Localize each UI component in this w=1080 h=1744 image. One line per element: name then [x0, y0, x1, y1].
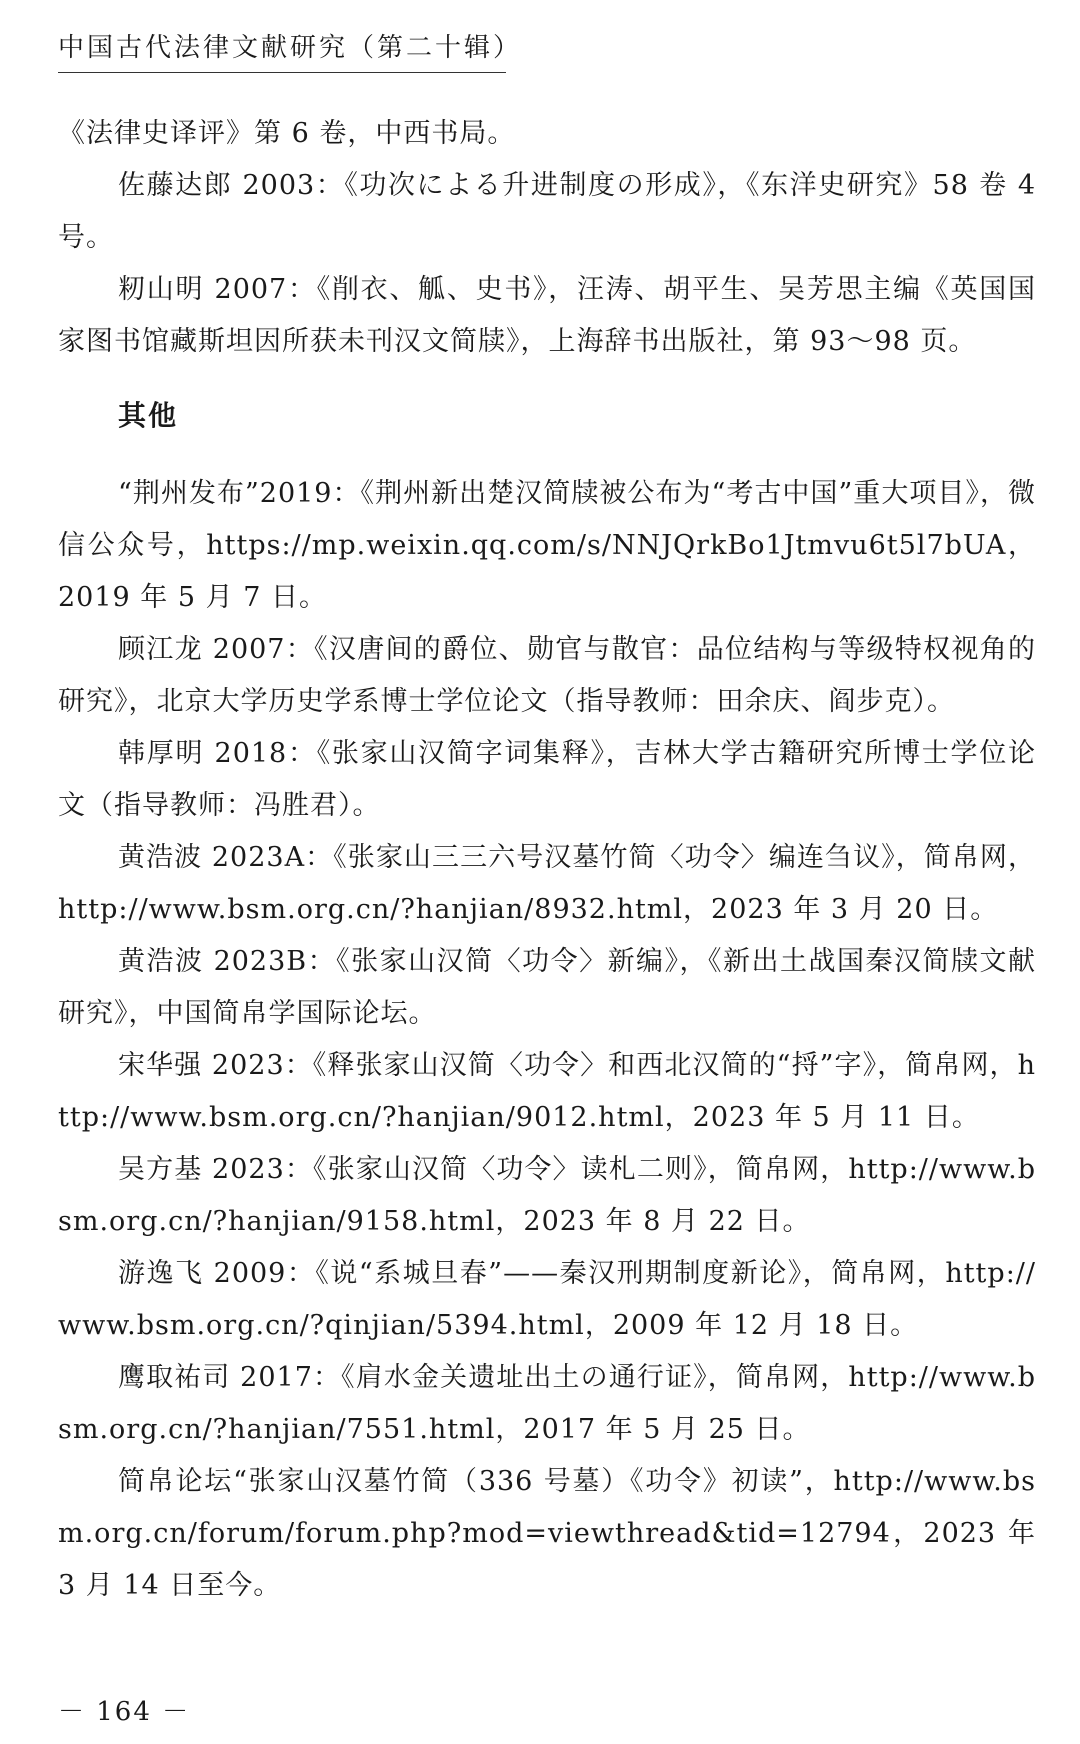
bibliography-entry: “荆州发布”2019：《荆州新出楚汉简牍被公布为“考古中国”重大项目》，微信公众号，https://mp.weixin.qq.com/s/NNJQrkBo1Jtmvu6t5l7bUA，2019 年 5 月 7 日。	[58, 478, 1036, 613]
section-heading: 其他	[118, 399, 179, 432]
bibliography-entry: 黄浩波 2023B：《张家山汉简〈功令〉新编》，《新出土战国秦汉简牍文献研究》，中国简帛学国际论坛。	[58, 946, 1036, 1029]
bibliography-entry: 黄浩波 2023A：《张家山三三六号汉墓竹简〈功令〉编连刍议》，简帛网，http://www.bsm.org.cn/?hanjian/8932.html，2023 年 3 月 20 日。	[58, 842, 1036, 925]
bibliography-entry: 宋华强 2023：《释张家山汉简〈功令〉和西北汉简的“捋”字》，简帛网，http://www.bsm.org.cn/?hanjian/9012.html，2023 年 5 月 11 日。	[58, 1050, 1036, 1133]
page-number: － 164 －	[58, 1697, 191, 1727]
bibliography-entry: 简帛论坛“张家山汉墓竹简（336 号墓）《功令》初读”，http://www.bsm.org.cn/forum/forum.php?mod=viewthread&tid=12794，2023 年 3 月 14 日至今。	[58, 1466, 1036, 1601]
page-body	[58, 108, 1036, 1612]
running-title: 中国古代法律文献研究（第二十辑）	[58, 33, 523, 63]
bibliography-entry: 鹰取祐司 2017：《肩水金关遗址出土の通行证》，简帛网，http://www.bsm.org.cn/?hanjian/7551.html，2017 年 5 月 25 日。	[58, 1362, 1036, 1445]
bibliography-entry: 韩厚明 2018：《张家山汉简字词集释》，吉林大学古籍研究所博士学位论文（指导教师：冯胜君）。	[58, 738, 1036, 821]
bibliography-entry: 吴方基 2023：《张家山汉简〈功令〉读札二则》，简帛网，http://www.bsm.org.cn/?hanjian/9158.html，2023 年 8 月 22 日。	[58, 1154, 1036, 1237]
bibliography-entry: 籾山明 2007：《削衣、觚、史书》，汪涛、胡平生、吴芳思主编《英国国家图书馆藏斯坦因所获未刊汉文简牍》，上海辞书出版社，第 93～98 页。	[58, 274, 1036, 357]
bibliography-entry: 佐藤达郎 2003：《功次による升进制度の形成》，《东洋史研究》58 卷 4 号。	[58, 170, 1036, 253]
bibliography-entry: 游逸飞 2009：《说“系城旦春”——秦汉刑期制度新论》，简帛网，http://www.bsm.org.cn/?qinjian/5394.html，2009 年 12 月 18 日。	[58, 1258, 1036, 1341]
bibliography-entry-continued: 《法律史译评》第 6 卷，中西书局。	[58, 118, 516, 149]
header-rule	[58, 72, 506, 73]
bibliography-entry: 顾江龙 2007：《汉唐间的爵位、勋官与散官：品位结构与等级特权视角的研究》，北京大学历史学系博士学位论文（指导教师：田余庆、阎步克）。	[58, 634, 1036, 717]
